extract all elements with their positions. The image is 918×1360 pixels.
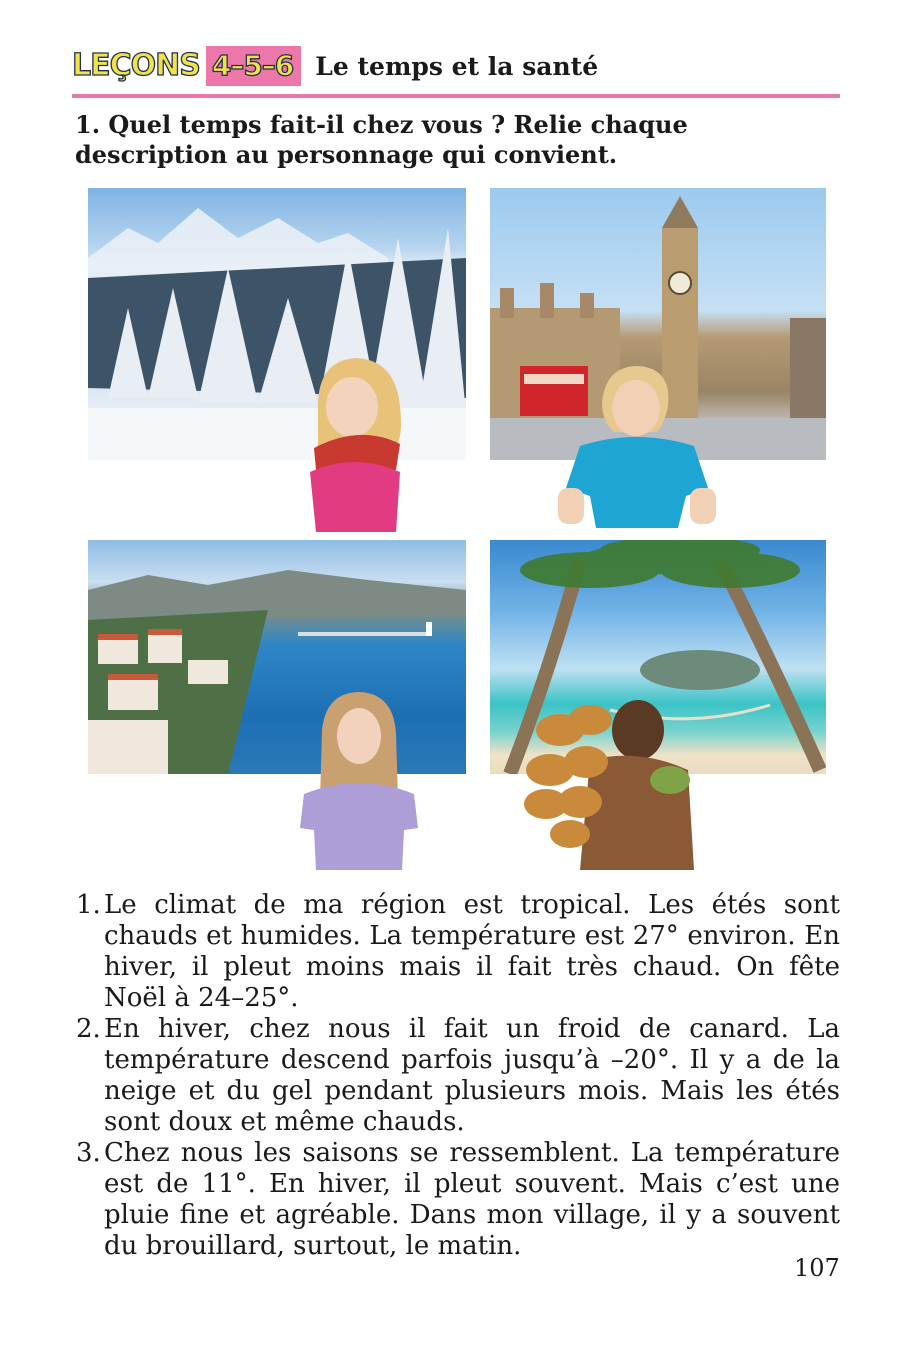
girl-winter-figure — [300, 352, 408, 532]
description-item — [70, 1014, 840, 1138]
lesson-numbers-badge — [206, 46, 301, 86]
description-number: 1. — [76, 890, 101, 920]
description-text: Le climat de ma région est tropical. Les étés sont chauds et humides. La température est 27° environ. En hiver, il pleut moins mais il fait très chaud. On fête Noël à 24–25°. — [104, 890, 840, 1013]
description-number: 3. — [76, 1138, 101, 1168]
girl-in-lavender-shirt-illustration — [294, 690, 424, 870]
description-number: 2. — [76, 1014, 101, 1044]
lesson-numbers: 4–5–6 — [211, 49, 294, 82]
exercise-instruction: 1. Quel temps fait-il chez vous ? Relie chaque description au personnage qui convient. — [75, 110, 688, 169]
description-text: Chez nous les saisons se ressemblent. La température est de 11°. En hiver, il pleut souvent. Mais c’est une pluie fine et agréable. Dans mon village, il y a souvent du brouillard, surtout, le matin. — [104, 1138, 840, 1261]
descriptions-list — [70, 890, 840, 1262]
boy-london-figure — [556, 362, 718, 528]
page-number: 107 — [794, 1254, 840, 1282]
page-title: Le temps et la santé — [315, 51, 599, 81]
winter-forest-illustration — [88, 188, 466, 460]
description-item — [70, 890, 840, 1014]
man-tropical-figure — [520, 690, 698, 870]
description-item — [70, 1138, 840, 1262]
description-text: En hiver, chez nous il fait un froid de canard. La température descend parfois jusqu’à –20°. Il y a de la neige et du gel pendant plusieurs mois. Mais les étés sont doux et même chauds. — [104, 1014, 840, 1137]
lesson-header — [72, 42, 598, 90]
header-divider — [72, 94, 840, 98]
boy-in-blue-shirt-illustration — [556, 362, 718, 528]
winter-forest-photo — [88, 188, 466, 460]
girl-coastal-figure — [294, 690, 424, 870]
girl-in-pink-jacket-illustration — [300, 352, 408, 532]
man-with-coconuts-illustration — [520, 690, 698, 870]
lessons-label: LEÇONS — [72, 48, 200, 83]
